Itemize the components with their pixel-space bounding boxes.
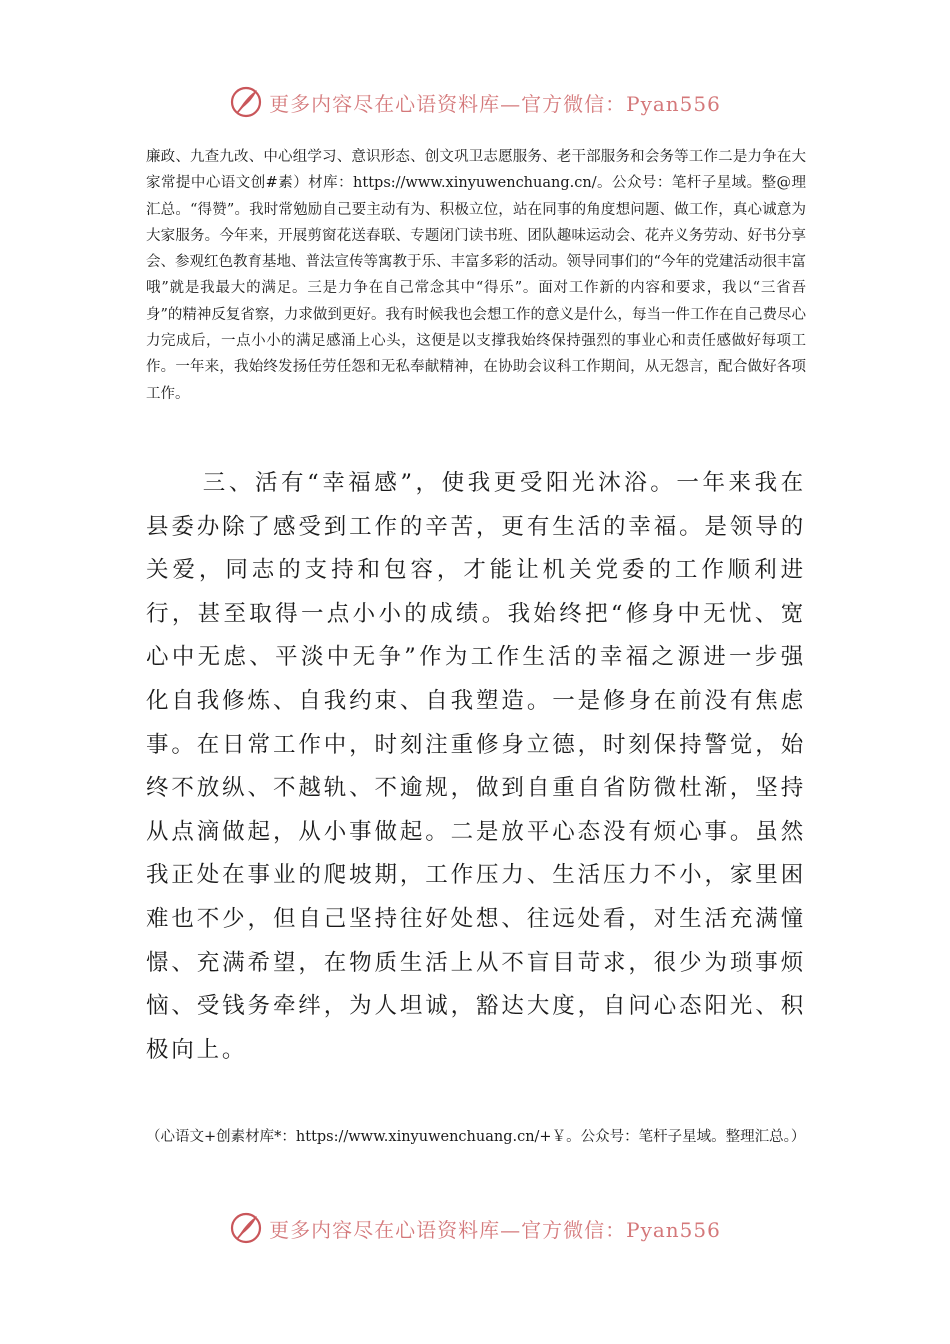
main-paragraph <box>146 462 806 1072</box>
header-banner-text: 更多内容尽在心语资料库—官方微信：Pyan556 <box>269 91 721 116</box>
footnote: （心语文+创素材库*：https://www.xinyuwenchuang.cn/+￥。公众号：笔杆子星域。整理汇总。） <box>146 1129 806 1145</box>
footer-banner <box>0 1206 950 1250</box>
header-banner <box>0 80 950 124</box>
footer-banner-text: 更多内容尽在心语资料库—官方微信：Pyan556 <box>269 1217 721 1242</box>
intro-paragraph: 廉政、九查九改、中心组学习、意识形态、创文巩卫志愿服务、老干部服务和会务等工作二是力争在大家常提中心语文创#素）材库：https://www.xinyuwenchuang.cn/。公众号：笔杆子星域。整@理汇总。“得赞”。我时常勉励自己要主动有为、积极立位，站在同事的角度想问题、做工作，真心诚意为大家服务。今年来，开展剪窗花送春联、专题闭门读书班、团队趣味运动会、花卉义务劳动、好书分享会、参观红色教育基地、普法宣传等寓教于乐、丰富多彩的活动。领导同事们的“今年的党建活动很丰富哦”就是我最大的满足。三是力争在自己常念其中“得乐”。面对工作新的内容和要求，我以“三省吾身”的精神反复省察，力求做到更好。我有时候我也会想工作的意义是什么，每当一件工作在自己费尽心力完成后，一点小小的满足感涌上心头，这便是以支撑我始终保持强烈的事业心和责任感做好每项工作。一年来，我始终发扬任劳任怨和无私奉献精神，在协助会议科工作期间，从无怨言，配合做好各项工作。 <box>146 149 806 402</box>
main-paragraph-text: 三、活有“幸福感”，使我更受阳光沐浴。一年来我在县委办除了感受到工作的辛苦，更有生活的幸福。是领导的关爱，同志的支持和包容，才能让机关党委的工作顺利进行，甚至取得一点小小的成绩。我始终把“修身中无忧、宽心中无虑、平淡中无争”作为工作生活的幸福之源进一步强化自我修炼、自我约束、自我塑造。一是修身在前没有焦虑事。在日常工作中，时刻注重修身立德，时刻保持警觉，始终不放纵、不越轨、不逾规，做到自重自省防微杜渐，坚持从点滴做起，从小事做起。二是放平心态没有烦心事。虽然我正处在事业的爬坡期，工作压力、生活压力不小，家里困难也不少，但自己坚持往好处想、往远处看，对生活充满憧憬、充满希望，在物质生活上从不盲目苛求，很少为琐事烦恼、受钱务牵绊，为人坦诚，豁达大度，自问心态阳光、积极向上。 <box>146 470 806 1063</box>
quill-logo-icon <box>229 85 263 119</box>
quill-logo-icon <box>229 1211 263 1245</box>
